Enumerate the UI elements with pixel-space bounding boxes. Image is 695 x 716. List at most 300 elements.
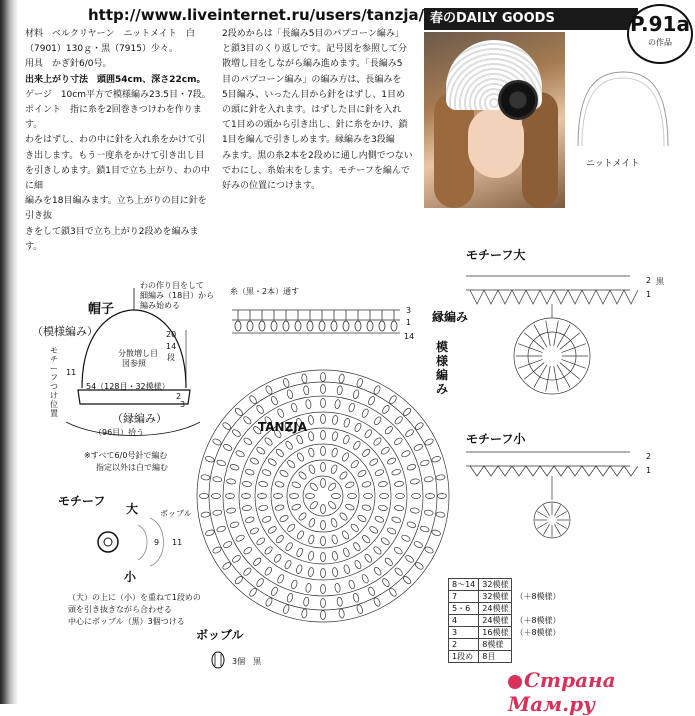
motif-small-title: モチーフ小: [466, 432, 526, 446]
motif-small-petal: [470, 466, 484, 476]
popcorn-stitch: [332, 494, 341, 499]
popcorn-stitch: [308, 448, 315, 458]
popcorn-stitch: [235, 450, 245, 459]
motif-large-petal: [554, 290, 568, 304]
popcorn-stitch: [332, 415, 338, 425]
swatch-label: ニットメイト: [586, 159, 640, 169]
popcorn-stitch: [286, 459, 296, 469]
table-row: [449, 603, 565, 615]
popcorn-stitch: [384, 557, 394, 567]
page-number: P.91a: [630, 12, 690, 36]
popcorn-stitch: [327, 500, 337, 510]
motif-large-spoke: [557, 365, 570, 388]
popcorn-stitch: [438, 494, 447, 499]
edge-stitch: [355, 321, 361, 331]
popcorn-stitch: [410, 507, 420, 513]
popcorn-stitch: [350, 459, 360, 469]
hat-num-54: 54（128目・32模様）: [86, 382, 170, 391]
motif-large-spoke: [534, 365, 547, 388]
popcorn-stitch: [373, 416, 382, 426]
text-line: でわにし、糸始末をします。モチーフを編んで: [222, 165, 410, 176]
popcorn-stitch: [367, 396, 376, 406]
popcorn-stitch: [290, 494, 299, 499]
table-cell: [512, 639, 564, 651]
motif-large-chart: [466, 276, 638, 394]
text-line: ゲージ 10cm平方で模様編み23.5目・7段。: [25, 89, 211, 100]
popcorn-stitch: [275, 504, 285, 511]
motif-large-spoke: [554, 366, 559, 392]
table-cell: 2: [449, 639, 479, 651]
text-line: きをして鎖3目で立ち上がり2段めを編みます。: [25, 226, 199, 252]
popcorn-stitch: [306, 494, 315, 499]
motif-small-spoke: [556, 523, 566, 529]
motif-title: モチーフ: [58, 494, 106, 508]
popcorn-stitch: [394, 505, 404, 511]
text-line: の頭に針を入れます。はずした目に針を入れ: [222, 105, 402, 116]
text-line: 用具 かぎ針6/0号。: [25, 59, 112, 70]
edge-stitch: [343, 321, 349, 331]
motif-large-spoke: [546, 366, 551, 392]
popcorn-stitch: [406, 463, 416, 471]
popcorn-stitch: [426, 494, 435, 499]
popcorn-stitch: [291, 503, 301, 511]
popcorn-stitch: [296, 547, 304, 557]
popcorn-stitch: [348, 494, 357, 499]
motif-n9: 9: [154, 538, 160, 547]
hat-num-14: 14: [166, 342, 177, 351]
chart-r1: 1: [406, 318, 412, 327]
text-line: 目のパプコーン編み」の編み方は、長編みを: [222, 74, 402, 85]
popcorn-stitch: [352, 389, 360, 399]
popcorn-stitch: [212, 510, 222, 516]
edge-stitch: [307, 321, 313, 331]
popcorn-stitch: [252, 557, 262, 567]
popcorn-stitch: [321, 415, 326, 424]
popcorn-stitch: [321, 569, 326, 578]
motif-small-petal: [484, 466, 498, 476]
hat-center-note-2: 細編み（18目）から: [140, 291, 215, 300]
strana-mam-watermark: [508, 668, 695, 716]
popcorn-stitch: [413, 443, 423, 452]
popcorn-stitch: [404, 428, 414, 437]
table-cell: 32模様: [479, 579, 512, 591]
popcorn-stitch: [350, 523, 360, 533]
popcorn-stitch: [279, 469, 289, 478]
hat-num-3: 3: [180, 400, 186, 409]
table-row: [449, 615, 565, 627]
popcorn-stitch: [424, 546, 434, 555]
popcorn-stitch: [308, 551, 315, 561]
motif-small-petal: [498, 466, 512, 476]
motif-large-petal: [610, 290, 624, 304]
motif-small-spoke: [555, 505, 561, 515]
popcorn-stitch: [334, 583, 340, 593]
popcorn-stitch: [243, 546, 253, 555]
popcorn-stitch: [201, 511, 211, 517]
popcorn-stitch: [321, 505, 326, 514]
popcorn-stitch: [367, 586, 376, 596]
popcorn-stitch: [249, 457, 259, 466]
popcorn-stitch: [361, 448, 371, 458]
motif-small-petal: [582, 466, 596, 476]
popcorn-stitch: [321, 521, 326, 530]
popcorn-stitch: [216, 525, 226, 533]
motif-large-petal: [470, 290, 484, 304]
table-cell: 24模様: [479, 603, 512, 615]
popcorn-stitch: [341, 452, 350, 462]
motif-large-petal: [596, 290, 610, 304]
popcorn-stitch: [339, 471, 349, 481]
motif-small-spoke: [544, 505, 550, 515]
popcorn-stitch: [374, 515, 384, 523]
popcorn-stitch: [380, 494, 389, 499]
popcorn-stitch: [331, 448, 338, 458]
text-line: 2段めからは「長編み5目のパプコーン編み」: [222, 29, 404, 39]
popcorn-stitch: [255, 404, 264, 414]
table-cell: [512, 579, 564, 591]
motif-small-spoke: [544, 524, 550, 534]
popcorn-stitch: [321, 585, 326, 594]
table-cell: （＋8模様）: [515, 616, 561, 625]
popcorn-stitch: [212, 476, 222, 482]
popcorn-stitch: [372, 545, 382, 555]
popcorn-stitch: [321, 385, 326, 394]
popcorn-stitch: [249, 527, 259, 536]
hat-band: [78, 390, 190, 404]
popcorn-stitch: [296, 452, 305, 462]
popcorn-stitch: [245, 516, 255, 524]
popcorn-stitch: [277, 574, 286, 584]
edge-stitch: [271, 321, 277, 331]
edge-stitch: [259, 321, 265, 331]
edge-stitch: [247, 321, 253, 331]
round-ring: [287, 460, 359, 532]
popcorn-stitch: [301, 609, 307, 619]
popcorn-stitch: [330, 464, 338, 474]
motif-large-petal: [498, 290, 512, 304]
text-line: て1目めの頭から引き出し、針に糸をかけ、鎖: [222, 120, 408, 131]
table-cell: 3: [449, 627, 479, 639]
hat-center-note-1: わの作り目をして: [140, 281, 204, 290]
popcorn-stitch: [275, 534, 285, 544]
motif-small-spoke: [537, 523, 547, 529]
popcorn-stitch: [338, 609, 344, 619]
motif-small-r1: 1: [646, 466, 652, 475]
popcorn-stitch: [369, 525, 379, 534]
popcorn-stitch: [337, 385, 343, 395]
popcorn-stitch: [212, 494, 221, 499]
watermark-logo-icon: [508, 675, 522, 689]
popcorn-stitch: [345, 481, 355, 489]
popcorn-stitch: [277, 408, 286, 418]
motif-small-chart: [466, 452, 638, 538]
popcorn-stitch: [424, 438, 434, 447]
motif-ring: [98, 532, 118, 552]
motif-small-petal: [624, 466, 638, 476]
popcorn-stitch: [205, 455, 215, 463]
popcorn-stitch: [262, 515, 272, 523]
table-cell: 4: [449, 615, 479, 627]
popcorn-stitch: [404, 554, 414, 563]
popcorn-stitch: [282, 378, 290, 388]
page-sub: の作品: [648, 38, 672, 47]
text-line: き出します。もう一度糸をかけて引き出し目: [25, 150, 205, 161]
series-banner: 春のDAILY GOODS: [424, 8, 638, 30]
popcorn-stitch: [352, 542, 361, 552]
text-line: 好みの位置につけます。: [222, 181, 321, 192]
popcorn-stitch: [212, 438, 222, 447]
hat-note-1: ※すべて6/0号針で編む: [84, 451, 168, 460]
popcorn-stitch: [332, 431, 339, 441]
edge-stitch: [319, 321, 325, 331]
popcorn-stitch: [338, 374, 344, 384]
bobble-title: ボッブル: [196, 628, 244, 642]
popcorn-stitch: [361, 408, 370, 418]
popcorn-stitch: [286, 523, 296, 533]
round-chart: [197, 370, 449, 622]
hat-inc-note-2: 図参照: [122, 359, 146, 368]
popcorn-stitch: [201, 474, 211, 480]
popcorn-stitch: [339, 512, 349, 522]
popcorn-stitch: [352, 440, 361, 450]
chart-pattern-label: 模様編み: [436, 340, 449, 396]
popcorn-stitch: [321, 599, 326, 608]
popcorn-stitch: [298, 512, 308, 522]
popcorn-stitch: [200, 494, 209, 499]
motif-large-petal: [526, 290, 540, 304]
popcorn-stitch: [274, 494, 283, 499]
popcorn-stitch: [361, 534, 371, 544]
edge-stitch: [295, 321, 301, 331]
motif-small-petal: [512, 466, 526, 476]
hat-border-label: （縁編み）: [112, 412, 167, 425]
hat-num-11: 11: [66, 368, 77, 377]
popcorn-stitch: [332, 567, 338, 577]
popcorn-stitch: [380, 537, 390, 546]
row-count-table: [448, 578, 565, 663]
popcorn-stitch: [291, 481, 301, 489]
popcorn-stitch: [265, 597, 274, 607]
table-cell: 24模様: [479, 615, 512, 627]
popcorn-stitch: [290, 579, 298, 589]
popcorn-stitch: [309, 482, 319, 492]
hat-title: 帽子: [88, 302, 115, 317]
motif-large-petal: [540, 290, 554, 304]
text-line: と鎖3目のくり返しです。記号図を参照して分: [222, 44, 408, 55]
popcorn-stitch: [374, 469, 384, 477]
table-row: [449, 651, 565, 663]
watermark-text: Страна Мам.ру: [508, 668, 616, 716]
popcorn-stitch: [413, 540, 423, 549]
motif-note-3: 中心にボッブル（黒）3個つける: [68, 617, 185, 626]
popcorn-stitch: [406, 521, 416, 529]
popcorn-stitch: [216, 459, 226, 467]
popcorn-stitch: [226, 478, 236, 484]
popcorn-stitch: [303, 385, 309, 395]
popcorn-stitch: [212, 546, 222, 555]
chart-watermark-tanzja: TANZJA: [258, 420, 308, 434]
popcorn-stitch: [321, 537, 326, 546]
motif-large-spoke: [554, 321, 559, 347]
text-line: 5目編み、いったん目から針をはずし、1目め: [222, 89, 405, 100]
popcorn-stitch: [420, 525, 430, 533]
popcorn-stitch: [394, 415, 404, 425]
popcorn-stitch: [301, 374, 307, 384]
hat-num-dan: 段: [167, 353, 175, 362]
popcorn-stitch: [373, 566, 382, 576]
edge-stitch: [235, 321, 241, 331]
motif-note-1: （大）の上に（小）を重ねて1段めの: [68, 593, 201, 602]
popcorn-stitch: [343, 418, 351, 428]
table-cell: [512, 603, 564, 615]
motif-large-r2-label: 黒: [656, 277, 664, 286]
popcorn-stitch: [345, 503, 355, 511]
popcorn-stitch: [245, 468, 255, 476]
popcorn-stitch: [309, 500, 319, 510]
popcorn-stitch: [348, 579, 356, 589]
motif-small-petal: [540, 466, 554, 476]
popcorn-stitch: [229, 463, 239, 471]
popcorn-stitch: [380, 446, 390, 455]
motif-small-label: 小: [124, 570, 137, 584]
text-line: 散増し目をしながら編み進めます。「長編み5: [222, 59, 403, 70]
table-cell: 8模様: [479, 639, 512, 651]
popcorn-stitch: [242, 567, 252, 577]
popcorn-stitch: [242, 494, 251, 499]
popcorn-stitch: [308, 464, 316, 474]
hat-bottom-label: （96目）拾う: [94, 428, 145, 437]
edge-chart-stitches: [235, 310, 397, 331]
motif-large-label: 大: [126, 502, 139, 516]
popcorn-stitch: [394, 481, 404, 487]
popcorn-stitch: [242, 415, 252, 425]
chart-r3: 3: [406, 306, 412, 315]
popcorn-stitch: [296, 435, 304, 445]
round-ring: [303, 476, 343, 516]
popcorn-stitch: [321, 399, 326, 408]
popcorn-stitch: [321, 431, 326, 440]
popcorn-stitch: [364, 553, 373, 563]
text-line: （7901）130ｇ・黒（7915）少々。: [25, 44, 178, 55]
edge-stitch: [367, 321, 373, 331]
popcorn-stitch: [401, 450, 411, 459]
popcorn-stitch: [308, 431, 315, 441]
popcorn-stitch: [285, 440, 294, 450]
table-cell: 5・6: [449, 603, 479, 615]
popcorn-stitch: [381, 577, 390, 587]
text-line: わをはずし、わの中に針を入れ糸をかけて引: [25, 135, 206, 146]
popcorn-stitch: [226, 507, 236, 513]
popcorn-stitch: [223, 540, 233, 549]
popcorn-stitch: [256, 446, 266, 455]
table-cell: 8目: [479, 651, 512, 663]
popcorn-stitch: [354, 559, 363, 569]
popcorn-stitch: [270, 586, 279, 596]
popcorn-stitch: [308, 567, 314, 577]
popcorn-stitch: [357, 514, 367, 523]
text-line: 出来上がり寸法 頭囲54cm、深さ22cm。: [25, 74, 206, 85]
popcorn-stitch: [352, 593, 360, 603]
popcorn-stitch: [264, 566, 273, 576]
motif-small-spoke: [555, 524, 561, 534]
motif-small-petal: [526, 466, 540, 476]
edge-chart: [232, 310, 400, 333]
popcorn-stitch: [258, 494, 267, 499]
motif-large-petal: [582, 290, 596, 304]
popcorn-stitch: [330, 518, 338, 528]
popcorn-stitch: [361, 481, 371, 488]
popcorn-stitch: [267, 525, 277, 534]
popcorn-stitch: [285, 542, 294, 552]
popcorn-stitch: [308, 518, 316, 528]
round-ring: [223, 396, 423, 596]
table-cell: 32模様: [479, 591, 512, 603]
edge-stitch: [331, 321, 337, 331]
popcorn-stitch: [337, 597, 343, 607]
bobble-note: 3個 黒: [232, 657, 262, 666]
popcorn-stitch: [331, 534, 338, 544]
chart-r14: 14: [404, 332, 415, 341]
popcorn-stitch: [334, 399, 340, 409]
popcorn-stitch: [321, 463, 326, 472]
motif-small-petal: [610, 466, 624, 476]
popcorn-stitch: [373, 385, 382, 395]
popcorn-stitch: [436, 511, 446, 517]
popcorn-stitch: [364, 494, 373, 499]
edge-stitch: [283, 321, 289, 331]
hat-pattern-label: （模様編み）: [32, 325, 98, 338]
motif-large-petal: [512, 290, 526, 304]
popcorn-stitch: [267, 458, 277, 467]
popcorn-stitch: [386, 457, 396, 466]
motif-note-2: 頭を引き抜きながら合わせる: [68, 605, 172, 614]
table-row: [449, 627, 565, 639]
popcorn-stitch: [393, 546, 403, 555]
popcorn-stitch: [270, 396, 279, 406]
motif-large-petal: [568, 290, 582, 304]
popcorn-stitch: [378, 481, 388, 488]
motif-small-r2: 2: [646, 452, 652, 461]
text-line: 材料 ベルクリヤーン ニットメイト 白: [25, 29, 195, 39]
popcorn-stitch: [378, 505, 388, 512]
popcorn-stitch: [226, 494, 235, 499]
popcorn-stitch: [265, 385, 274, 395]
popcorn-stitch: [354, 422, 363, 432]
source-url[interactable]: http://www.liveinternet.ru/users/tanzja/: [88, 6, 425, 24]
popcorn-stitch: [431, 455, 441, 463]
table-cell: 16模様: [479, 627, 512, 639]
popcorn-stitch: [356, 378, 364, 388]
hat-num-2: 2: [176, 392, 182, 401]
edge-stitch: [391, 321, 397, 331]
motif-bobble-label: ボッブル: [160, 509, 192, 518]
motif-small-petal: [568, 466, 582, 476]
popcorn-stitch: [321, 373, 326, 382]
popcorn-stitch: [258, 481, 268, 488]
popcorn-stitch: [420, 459, 430, 467]
motif-large-spoke: [557, 325, 570, 348]
popcorn-stitch: [424, 476, 434, 482]
popcorn-stitch: [298, 471, 308, 481]
popcorn-stitch: [386, 527, 396, 536]
table-row: [449, 639, 565, 651]
popcorn-stitch: [308, 534, 315, 544]
hat-num-20: 20: [166, 330, 177, 339]
motif-large-spoke: [546, 321, 551, 347]
text-line: ポイント 指に糸を2回巻きつけわを作ります。: [25, 105, 202, 131]
popcorn-stitch: [364, 429, 373, 439]
motif-large-petal: [484, 290, 498, 304]
